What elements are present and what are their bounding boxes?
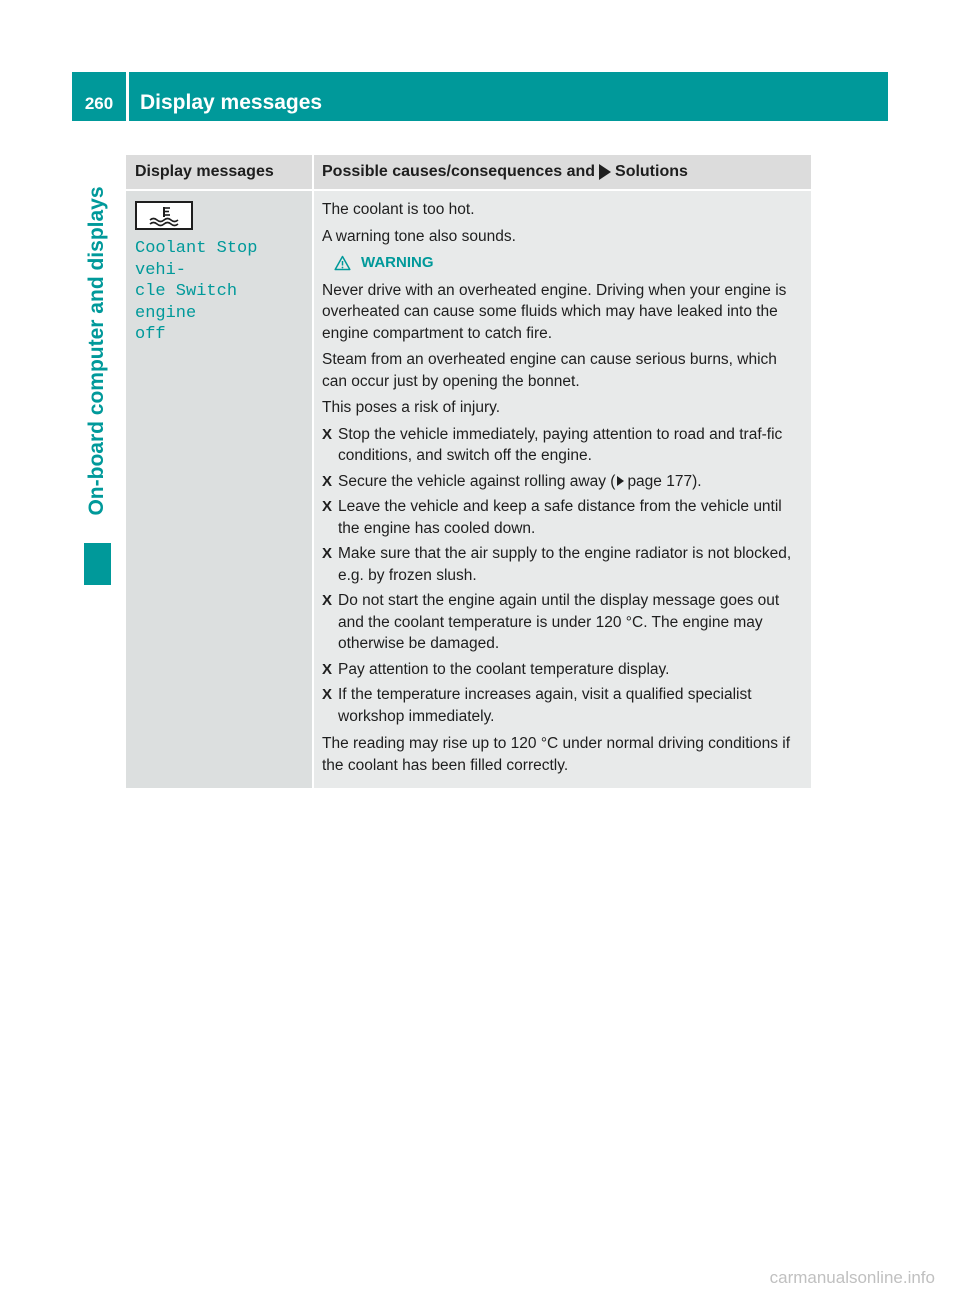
action-x-icon: X — [322, 472, 333, 490]
action-arrow-icon — [599, 164, 611, 180]
list-item: X Secure the vehicle against rolling away ( page 177). — [322, 471, 804, 493]
header-divider — [126, 72, 129, 121]
note-text: The reading may rise up to 120 °C under normal driving conditions if the coolant has been filled correctly. — [322, 735, 790, 774]
solution-steps — [322, 424, 804, 728]
list-item: X If the temperature increases again, visit a qualified specialist workshop immediately. — [322, 686, 752, 725]
col-header-solutions-label: Solutions — [615, 163, 688, 180]
page-number: 260 — [84, 94, 114, 113]
col-header-display-messages: Display messages — [126, 155, 313, 190]
watermark: carmanualsonline.info — [769, 1268, 935, 1287]
warning-text: Never drive with an overheated engine. Driving when your engine is overheated can cause some fluids which may have leaked into the engine compartment to catch fire. — [322, 281, 787, 342]
display-message-text: Coolant Stop vehi‐ cle Switch engine off — [135, 239, 258, 344]
warning-text: This poses a risk of injury. — [322, 399, 501, 416]
action-x-icon: X — [322, 545, 333, 562]
warning-text: Steam from an overheated engine can cause serious burns, which can occur just by opening the bonnet. — [322, 351, 777, 390]
action-x-icon: X — [322, 660, 333, 678]
side-tab-label: On-board computer and displays — [85, 186, 108, 516]
side-tab-marker — [84, 543, 111, 585]
page-reference-icon — [617, 476, 624, 486]
action-x-icon: X — [322, 686, 333, 703]
action-x-icon: X — [322, 592, 333, 609]
page-title: Display messages — [140, 91, 323, 114]
list-item: X Pay attention to the coolant temperature display. — [322, 659, 804, 681]
table-header-row — [126, 155, 811, 190]
coolant-temperature-icon — [135, 201, 193, 230]
cause-text: The coolant is too hot. — [322, 201, 475, 218]
cause-text: A warning tone also sounds. — [322, 227, 516, 245]
warning-triangle-icon — [334, 255, 351, 271]
message-cell — [126, 190, 313, 788]
list-item: X Stop the vehicle immediately, paying attention to road and traf-fic conditions, and switch off the engine. — [322, 425, 783, 464]
list-item: X Do not start the engine again until the display message goes out and the coolant temperature is under 120 °C. The engine may otherwise be damaged. — [322, 592, 780, 652]
list-item: X Make sure that the air supply to the engine radiator is not blocked, e.g. by frozen slush. — [322, 545, 792, 584]
table-row — [126, 190, 811, 788]
display-messages-table — [126, 155, 811, 788]
action-x-icon: X — [322, 498, 333, 515]
list-item: X Leave the vehicle and keep a safe distance from the vehicle until the engine has cooled down. — [322, 498, 782, 537]
page-reference-link[interactable]: page 177 — [627, 472, 693, 490]
warning-heading — [334, 252, 804, 274]
col-header-causes-label: Possible causes/consequences and — [322, 163, 596, 180]
action-x-icon: X — [322, 425, 333, 443]
warning-label: WARNING — [361, 254, 434, 271]
solutions-cell — [313, 190, 811, 788]
col-header-solutions — [313, 155, 811, 190]
